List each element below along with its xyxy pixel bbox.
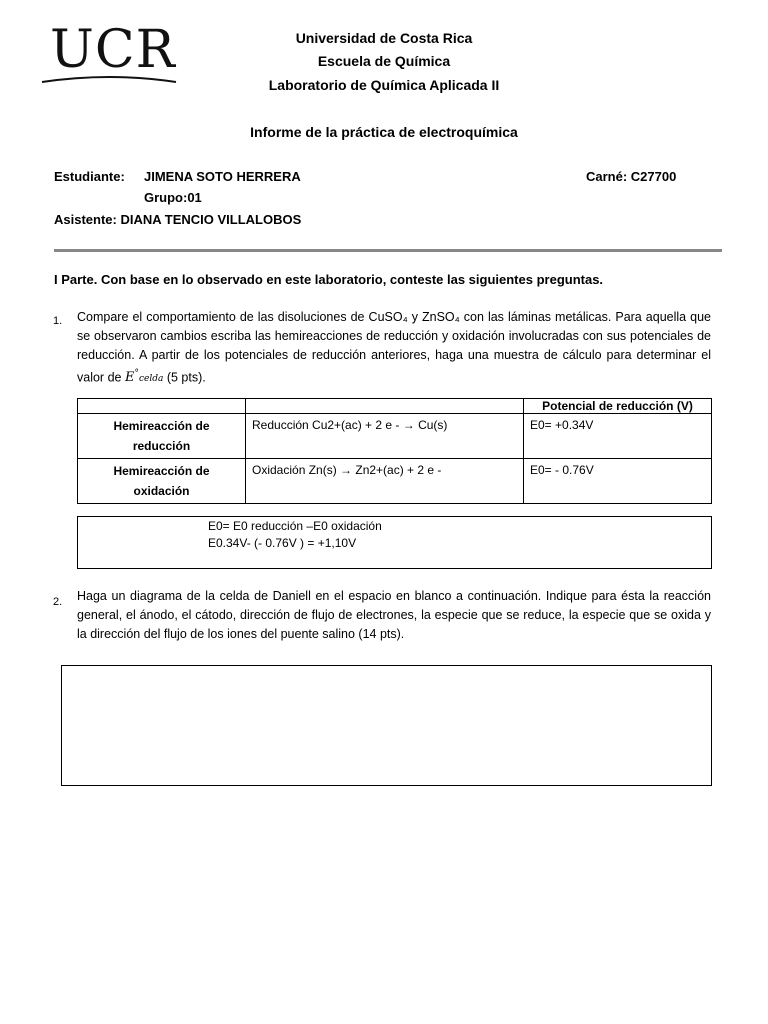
- question-2-text: Haga un diagrama de la celda de Daniell en el espacio en blanco a continuación. Indique para ésta la reacción general, el ánodo, el cátodo, dirección de flujo de electrones, la especie que se reduce, la especie que se oxida y la dirección del flujo de los iones del puente salino (14 pts).: [77, 589, 711, 641]
- table-header-empty-2: [246, 399, 524, 414]
- table-row: [78, 459, 712, 504]
- school-name: Escuela de Química: [317, 53, 451, 69]
- row-potential: E0= - 0.76V: [524, 459, 712, 504]
- question-2-number: 2.: [53, 596, 63, 608]
- e-celda-symbol: E°celda: [124, 369, 164, 386]
- report-title: Informe de la práctica de electroquímica: [250, 124, 518, 140]
- part-heading: I Parte. Con base en lo observado en este laboratorio, conteste las siguientes preguntas.: [54, 272, 604, 287]
- divider: [54, 249, 722, 252]
- question-1-points: (5 pts).: [166, 370, 206, 385]
- row-label: Hemireacción de reducción: [78, 414, 246, 459]
- row-reaction: Reducción Cu2+(ac) + 2 e - → Cu(s): [246, 414, 524, 459]
- university-name: Universidad de Costa Rica: [295, 30, 473, 46]
- row-potential: E0= +0.34V: [524, 414, 712, 459]
- calculation-box: [77, 516, 712, 569]
- table-header-empty-1: [78, 399, 246, 414]
- table-header-row: [78, 399, 712, 414]
- question-1-number: 1.: [53, 315, 63, 327]
- ucr-logo: UCR: [50, 20, 176, 80]
- carne: Carné: C27700: [586, 169, 677, 184]
- calculation-line-2: E0.34V- (- 0.76V ) = +1,10V: [208, 536, 357, 550]
- group: Grupo:01: [144, 190, 202, 205]
- table-row: [78, 414, 712, 459]
- row-label: Hemireacción de oxidación: [78, 459, 246, 504]
- calculation-line-1: E0= E0 reducción –E0 oxidación: [208, 519, 382, 533]
- question-1-text: [77, 308, 711, 389]
- half-reaction-table: [77, 398, 712, 504]
- table-header-potential: Potencial de reducción (V): [524, 399, 712, 414]
- diagram-answer-box[interactable]: [61, 665, 712, 786]
- question-1-body: Compare el comportamiento de las disoluciones de CuSO₄ y ZnSO₄ con las láminas metálicas. Para aquella que se observaron cambios escriba las hemireacciones de reducción y oxidación involucradas con sus potenciales de reducción. A partir de los potenciales de reducción anteriores, haga una muestra de cálculo para determinar el valor de: [77, 310, 711, 385]
- assistant: Asistente: DIANA TENCIO VILLALOBOS: [54, 212, 302, 227]
- student-name: JIMENA SOTO HERRERA: [144, 169, 301, 184]
- student-label: Estudiante:: [54, 169, 125, 184]
- lab-name: Laboratorio de Química Aplicada II: [268, 77, 500, 93]
- row-reaction: Oxidación Zn(s) → Zn2+(ac) + 2 e -: [246, 459, 524, 504]
